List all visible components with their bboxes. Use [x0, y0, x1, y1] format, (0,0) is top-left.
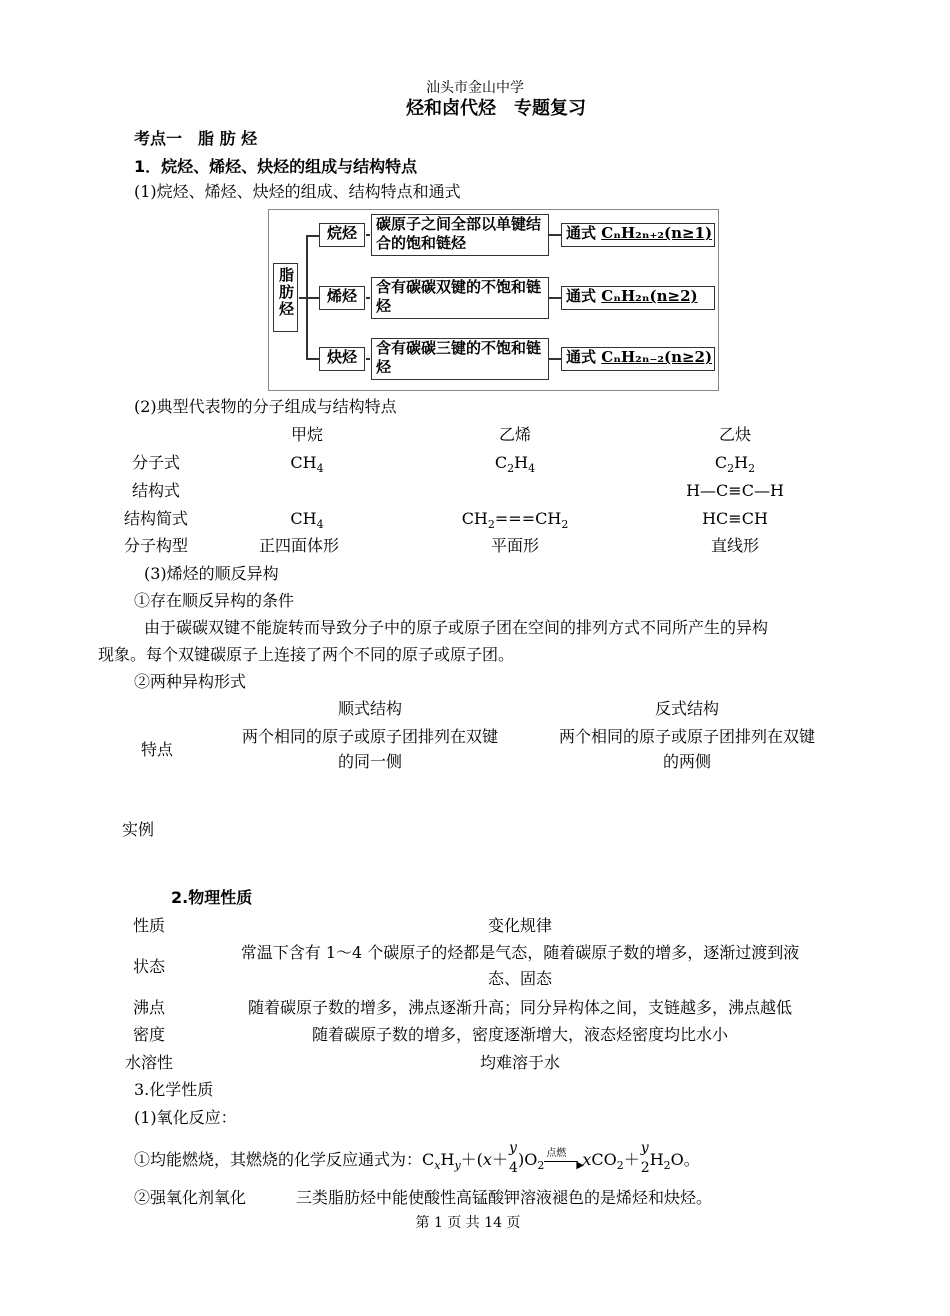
page-number: 第 1 页 共 14 页 — [415, 1215, 521, 1231]
strong-oxidation-text: 三类脂肪烃中能使酸性高锰酸钾溶液褪色的是烯烃和炔烃。 — [296, 1188, 713, 1207]
isomer-condition-text: 由于碳碳双键不能旋转而导致分子中的原子或原子团在空间的排列方式不同所产生的异构 — [144, 618, 769, 637]
row-label: 分子式 — [131, 453, 181, 472]
row-example-label: 实例 — [122, 820, 155, 839]
diagram-alkyne-formula: 通式 CₙH₂ₙ₋₂(n≥2) — [561, 347, 715, 371]
row-label: 分子构型 — [123, 536, 189, 555]
col-methane: 甲烷 — [290, 425, 324, 444]
trans-feature: 的两侧 — [662, 752, 712, 771]
diagram-alkyne: 炔烃 — [319, 347, 365, 371]
reaction-arrow: 点燃 ▶ — [546, 1148, 585, 1171]
formula-ethyne: $C_2H_2$ — [714, 453, 756, 475]
trans-feature: 两个相同的原子或原子团排列在双键 — [558, 727, 816, 746]
rule-solubility: 均难溶于水 — [479, 1053, 561, 1072]
isomer-condition-title: ①存在顺反异构的条件 — [134, 591, 295, 610]
col-ethyne: 乙炔 — [718, 425, 752, 444]
physical-heading: 2.物理性质 — [171, 888, 253, 907]
diagram-alkane-desc: 碳原子之间全部以单键结合的饱和链烃 — [371, 214, 549, 256]
structure-ethyne: H—C≡C—H — [686, 481, 784, 500]
diagram-alkane: 烷烃 — [319, 223, 365, 247]
oxidation-heading: (1)氧化反应： — [134, 1108, 237, 1127]
row-feature-label: 特点 — [140, 740, 174, 759]
formula-methane: $CH_4$ — [290, 453, 324, 475]
formula-ethene: $C_2H_4$ — [494, 453, 536, 475]
diagram-alkane-formula: 通式 CₙH₂ₙ₊₂(n≥1) — [561, 223, 715, 247]
condensed-methane: $CH_4$ — [290, 509, 324, 531]
col-ethene: 乙烯 — [498, 425, 532, 444]
strong-oxidation-label: ②强氧化剂氧化 — [134, 1188, 247, 1207]
isomer-forms-title: ②两种异构形式 — [134, 672, 247, 691]
col-property: 性质 — [132, 916, 166, 935]
classification-diagram — [268, 209, 719, 391]
typical-heading: (2)典型代表物的分子组成与结构特点 — [134, 397, 397, 416]
diagram-root: 脂肪烃 — [273, 263, 298, 332]
col-cis: 顺式结构 — [337, 699, 403, 718]
prop-density: 密度 — [132, 1025, 166, 1044]
col-rule: 变化规律 — [487, 916, 553, 935]
prop-state: 状态 — [132, 957, 166, 976]
chemical-heading: 3.化学性质 — [134, 1080, 214, 1099]
diagram-alkene-formula: 通式 CₙH₂ₙ(n≥2) — [561, 286, 715, 310]
condensed-ethene: $CH_2===CH_2$ — [461, 509, 569, 531]
prop-solubility: 水溶性 — [124, 1053, 174, 1072]
cis-feature: 两个相同的原子或原子团排列在双键 — [241, 727, 499, 746]
row-label: 结构式 — [131, 481, 181, 500]
isomer-heading: (3)烯烃的顺反异构 — [144, 564, 279, 583]
diagram-alkene-desc: 含有碳碳双键的不饱和链烃 — [371, 277, 549, 319]
page-title: 烃和卤代烃 专题复习 — [406, 98, 586, 119]
rule-state: 态、固态 — [487, 969, 553, 988]
combustion-line: ①均能燃烧，其燃烧的化学反应通式为：$C_xH_y+(x+$ y 4 )$O_2$ 点燃 ▶ xCO$_2$＋ y 2 $H_2O$。 — [134, 1140, 700, 1176]
diagram-alkene: 烯烃 — [319, 286, 365, 310]
shape-ethene: 平面形 — [490, 536, 540, 555]
shape-methane: 正四面体形 — [258, 536, 340, 555]
condensed-ethyne: HC≡CH — [702, 509, 768, 528]
shape-ethyne: 直线形 — [710, 536, 760, 555]
row-label: 结构简式 — [123, 509, 189, 528]
diagram-alkyne-desc: 含有碳碳三键的不饱和链烃 — [371, 338, 549, 380]
cis-feature: 的同一侧 — [337, 752, 403, 771]
rule-density: 随着碳原子数的增多，密度逐渐增大，液态烃密度均比水小 — [311, 1025, 729, 1044]
school-name: 汕头市金山中学 — [426, 80, 524, 96]
prop-boiling: 沸点 — [132, 998, 166, 1017]
col-trans: 反式结构 — [654, 699, 720, 718]
rule-state: 常温下含有 1～4 个碳原子的烃都是气态，随着碳原子数的增多，逐渐过渡到液 — [240, 943, 800, 962]
subsection-text: (1)烷烃、烯烃、炔烃的组成、结构特点和通式 — [134, 182, 461, 201]
section-heading: 考点一 脂 肪 烃 — [134, 129, 258, 148]
rule-boiling: 随着碳原子数的增多，沸点逐渐升高；同分异构体之间，支链越多，沸点越低 — [247, 998, 793, 1017]
subsection-heading: 1．烷烃、烯烃、炔烃的组成与结构特点 — [134, 157, 418, 176]
isomer-condition-text: 现象。每个双键碳原子上连接了两个不同的原子或原子团。 — [98, 645, 515, 664]
